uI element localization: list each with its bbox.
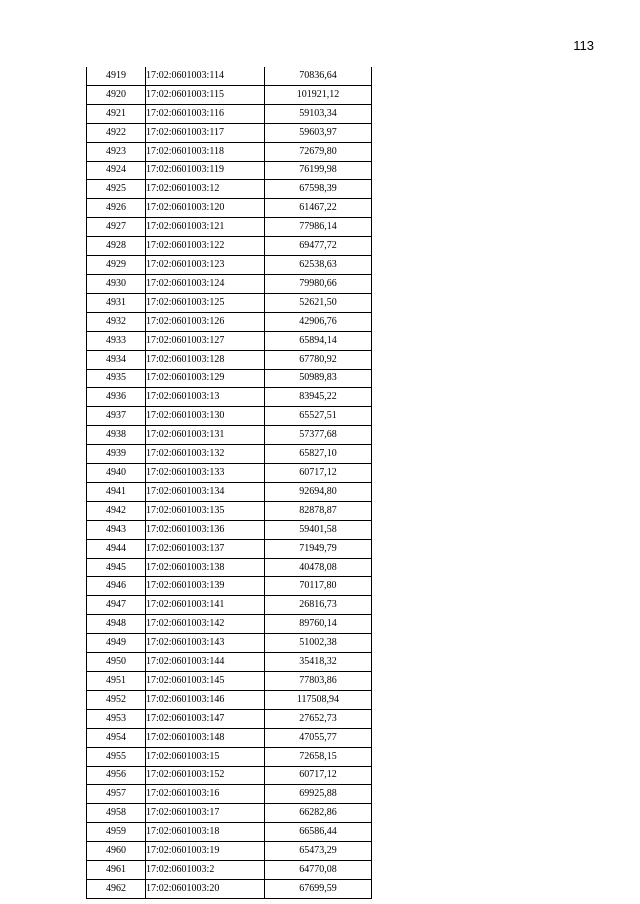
value-cell: 67699,59 — [265, 879, 372, 898]
row-number-cell: 4935 — [87, 369, 146, 388]
table-row — [87, 199, 372, 218]
value-cell: 79980,66 — [265, 274, 372, 293]
value-cell: 89760,14 — [265, 615, 372, 634]
row-number-cell: 4952 — [87, 690, 146, 709]
table-row — [87, 350, 372, 369]
cadastral-number-cell: 17:02:0601003:148 — [146, 728, 265, 747]
table-row — [87, 293, 372, 312]
row-number-cell: 4949 — [87, 634, 146, 653]
row-number-cell: 4922 — [87, 123, 146, 142]
table-row — [87, 785, 372, 804]
row-number-cell: 4932 — [87, 312, 146, 331]
cadastral-number-cell: 17:02:0601003:133 — [146, 464, 265, 483]
cadastral-number-cell: 17:02:0601003:117 — [146, 123, 265, 142]
value-cell: 65473,29 — [265, 842, 372, 861]
table-row — [87, 218, 372, 237]
row-number-cell: 4923 — [87, 142, 146, 161]
value-cell: 76199,98 — [265, 161, 372, 180]
row-number-cell: 4938 — [87, 426, 146, 445]
row-number-cell: 4926 — [87, 199, 146, 218]
table-row — [87, 388, 372, 407]
cadastral-number-cell: 17:02:0601003:141 — [146, 596, 265, 615]
cadastral-value-table — [86, 67, 372, 899]
table-row — [87, 615, 372, 634]
cadastral-number-cell: 17:02:0601003:144 — [146, 653, 265, 672]
table-row — [87, 539, 372, 558]
value-cell: 47055,77 — [265, 728, 372, 747]
table-row — [87, 180, 372, 199]
row-number-cell: 4937 — [87, 407, 146, 426]
cadastral-number-cell: 17:02:0601003:134 — [146, 482, 265, 501]
cadastral-number-cell: 17:02:0601003:119 — [146, 161, 265, 180]
cadastral-number-cell: 17:02:0601003:121 — [146, 218, 265, 237]
table-row — [87, 482, 372, 501]
table-row — [87, 804, 372, 823]
cadastral-number-cell: 17:02:0601003:127 — [146, 331, 265, 350]
row-number-cell: 4936 — [87, 388, 146, 407]
table-row — [87, 274, 372, 293]
row-number-cell: 4958 — [87, 804, 146, 823]
cadastral-number-cell: 17:02:0601003:130 — [146, 407, 265, 426]
cadastral-number-cell: 17:02:0601003:115 — [146, 85, 265, 104]
table-row — [87, 672, 372, 691]
value-cell: 66282,86 — [265, 804, 372, 823]
row-number-cell: 4955 — [87, 747, 146, 766]
cadastral-number-cell: 17:02:0601003:135 — [146, 501, 265, 520]
row-number-cell: 4944 — [87, 539, 146, 558]
cadastral-number-cell: 17:02:0601003:123 — [146, 256, 265, 275]
value-cell: 82878,87 — [265, 501, 372, 520]
row-number-cell: 4954 — [87, 728, 146, 747]
row-number-cell: 4960 — [87, 842, 146, 861]
table-row — [87, 747, 372, 766]
row-number-cell: 4961 — [87, 861, 146, 880]
value-cell: 72679,80 — [265, 142, 372, 161]
value-cell: 117508,94 — [265, 690, 372, 709]
value-cell: 59103,34 — [265, 104, 372, 123]
table-row — [87, 520, 372, 539]
row-number-cell: 4946 — [87, 577, 146, 596]
cadastral-number-cell: 17:02:0601003:120 — [146, 199, 265, 218]
value-cell: 27652,73 — [265, 709, 372, 728]
value-cell: 77803,86 — [265, 672, 372, 691]
value-cell: 77986,14 — [265, 218, 372, 237]
value-cell: 101921,12 — [265, 85, 372, 104]
value-cell: 57377,68 — [265, 426, 372, 445]
value-cell: 50989,83 — [265, 369, 372, 388]
table-row — [87, 879, 372, 898]
value-cell: 59603,97 — [265, 123, 372, 142]
value-cell: 67598,39 — [265, 180, 372, 199]
table-row — [87, 237, 372, 256]
cadastral-number-cell: 17:02:0601003:152 — [146, 766, 265, 785]
row-number-cell: 4945 — [87, 558, 146, 577]
row-number-cell: 4919 — [87, 67, 146, 85]
row-number-cell: 4924 — [87, 161, 146, 180]
table-row — [87, 407, 372, 426]
table-row — [87, 728, 372, 747]
row-number-cell: 4939 — [87, 445, 146, 464]
cadastral-number-cell: 17:02:0601003:17 — [146, 804, 265, 823]
cadastral-number-cell: 17:02:0601003:2 — [146, 861, 265, 880]
cadastral-number-cell: 17:02:0601003:114 — [146, 67, 265, 85]
value-cell: 92694,80 — [265, 482, 372, 501]
cadastral-number-cell: 17:02:0601003:128 — [146, 350, 265, 369]
table-row — [87, 842, 372, 861]
value-cell: 65827,10 — [265, 445, 372, 464]
cadastral-number-cell: 17:02:0601003:126 — [146, 312, 265, 331]
table-row — [87, 445, 372, 464]
value-cell: 40478,08 — [265, 558, 372, 577]
table-row — [87, 426, 372, 445]
row-number-cell: 4927 — [87, 218, 146, 237]
value-cell: 65527,51 — [265, 407, 372, 426]
value-cell: 69477,72 — [265, 237, 372, 256]
value-cell: 52621,50 — [265, 293, 372, 312]
row-number-cell: 4920 — [87, 85, 146, 104]
cadastral-number-cell: 17:02:0601003:12 — [146, 180, 265, 199]
table-row — [87, 709, 372, 728]
table-row — [87, 464, 372, 483]
cadastral-number-cell: 17:02:0601003:13 — [146, 388, 265, 407]
value-cell: 72658,15 — [265, 747, 372, 766]
row-number-cell: 4941 — [87, 482, 146, 501]
cadastral-number-cell: 17:02:0601003:19 — [146, 842, 265, 861]
table-row — [87, 577, 372, 596]
value-cell: 51002,38 — [265, 634, 372, 653]
row-number-cell: 4953 — [87, 709, 146, 728]
value-cell: 64770,08 — [265, 861, 372, 880]
table-row — [87, 596, 372, 615]
row-number-cell: 4925 — [87, 180, 146, 199]
value-cell: 66586,44 — [265, 823, 372, 842]
table-row — [87, 861, 372, 880]
table-row — [87, 331, 372, 350]
cadastral-number-cell: 17:02:0601003:147 — [146, 709, 265, 728]
row-number-cell: 4959 — [87, 823, 146, 842]
row-number-cell: 4962 — [87, 879, 146, 898]
value-cell: 62538,63 — [265, 256, 372, 275]
row-number-cell: 4950 — [87, 653, 146, 672]
table-row — [87, 823, 372, 842]
value-cell: 42906,76 — [265, 312, 372, 331]
row-number-cell: 4933 — [87, 331, 146, 350]
row-number-cell: 4929 — [87, 256, 146, 275]
cadastral-number-cell: 17:02:0601003:146 — [146, 690, 265, 709]
table-row — [87, 104, 372, 123]
value-cell: 59401,58 — [265, 520, 372, 539]
cadastral-number-cell: 17:02:0601003:15 — [146, 747, 265, 766]
cadastral-number-cell: 17:02:0601003:16 — [146, 785, 265, 804]
table-row — [87, 558, 372, 577]
cadastral-number-cell: 17:02:0601003:129 — [146, 369, 265, 388]
value-cell: 70836,64 — [265, 67, 372, 85]
row-number-cell: 4931 — [87, 293, 146, 312]
cadastral-number-cell: 17:02:0601003:131 — [146, 426, 265, 445]
table-row — [87, 369, 372, 388]
value-cell: 61467,22 — [265, 199, 372, 218]
value-cell: 35418,32 — [265, 653, 372, 672]
table-row — [87, 690, 372, 709]
value-cell: 83945,22 — [265, 388, 372, 407]
cadastral-number-cell: 17:02:0601003:145 — [146, 672, 265, 691]
cadastral-number-cell: 17:02:0601003:118 — [146, 142, 265, 161]
table-row — [87, 256, 372, 275]
value-cell: 60717,12 — [265, 464, 372, 483]
table-row — [87, 653, 372, 672]
row-number-cell: 4957 — [87, 785, 146, 804]
cadastral-number-cell: 17:02:0601003:137 — [146, 539, 265, 558]
table-row — [87, 161, 372, 180]
row-number-cell: 4948 — [87, 615, 146, 634]
cadastral-number-cell: 17:02:0601003:139 — [146, 577, 265, 596]
table-row — [87, 67, 372, 85]
row-number-cell: 4928 — [87, 237, 146, 256]
value-cell: 71949,79 — [265, 539, 372, 558]
row-number-cell: 4956 — [87, 766, 146, 785]
row-number-cell: 4934 — [87, 350, 146, 369]
cadastral-number-cell: 17:02:0601003:124 — [146, 274, 265, 293]
cadastral-number-cell: 17:02:0601003:18 — [146, 823, 265, 842]
cadastral-number-cell: 17:02:0601003:138 — [146, 558, 265, 577]
cadastral-number-cell: 17:02:0601003:143 — [146, 634, 265, 653]
table-row — [87, 312, 372, 331]
cadastral-number-cell: 17:02:0601003:20 — [146, 879, 265, 898]
value-cell: 70117,80 — [265, 577, 372, 596]
page-number: 113 — [573, 38, 594, 53]
table-row — [87, 634, 372, 653]
table-row — [87, 766, 372, 785]
cadastral-number-cell: 17:02:0601003:122 — [146, 237, 265, 256]
cadastral-number-cell: 17:02:0601003:132 — [146, 445, 265, 464]
row-number-cell: 4943 — [87, 520, 146, 539]
row-number-cell: 4942 — [87, 501, 146, 520]
row-number-cell: 4947 — [87, 596, 146, 615]
row-number-cell: 4921 — [87, 104, 146, 123]
table-row — [87, 123, 372, 142]
row-number-cell: 4930 — [87, 274, 146, 293]
table-body — [87, 67, 372, 898]
cadastral-number-cell: 17:02:0601003:142 — [146, 615, 265, 634]
value-cell: 69925,88 — [265, 785, 372, 804]
value-cell: 26816,73 — [265, 596, 372, 615]
cadastral-number-cell: 17:02:0601003:125 — [146, 293, 265, 312]
value-cell: 60717,12 — [265, 766, 372, 785]
value-cell: 65894,14 — [265, 331, 372, 350]
table-row — [87, 142, 372, 161]
cadastral-number-cell: 17:02:0601003:136 — [146, 520, 265, 539]
value-cell: 67780,92 — [265, 350, 372, 369]
table-row — [87, 501, 372, 520]
table-row — [87, 85, 372, 104]
row-number-cell: 4951 — [87, 672, 146, 691]
row-number-cell: 4940 — [87, 464, 146, 483]
cadastral-number-cell: 17:02:0601003:116 — [146, 104, 265, 123]
